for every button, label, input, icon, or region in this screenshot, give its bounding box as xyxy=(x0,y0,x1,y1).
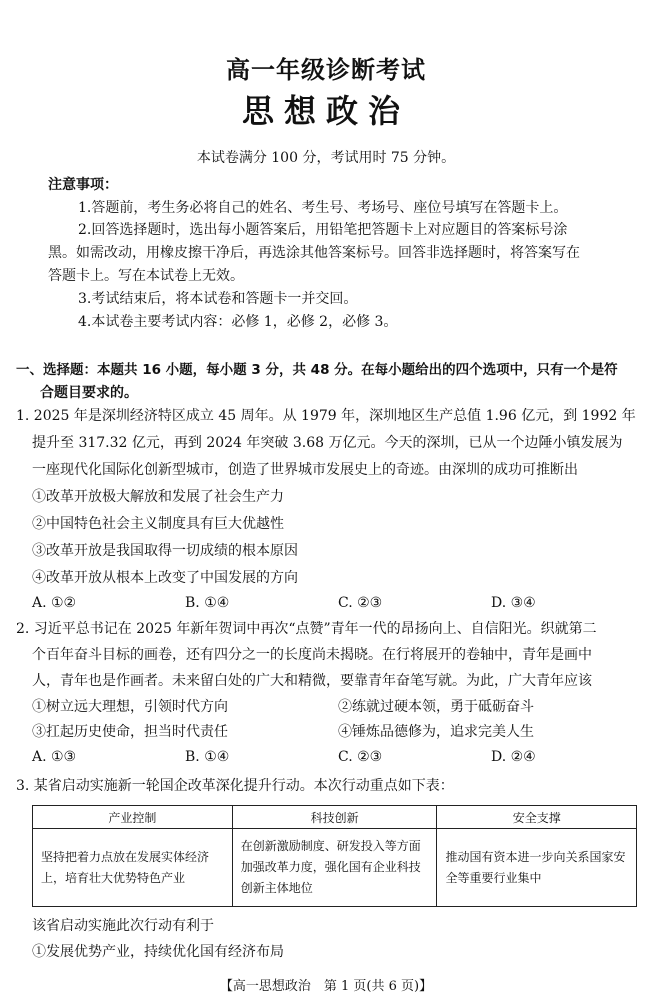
section-heading-cont: 合题目要求的。 xyxy=(40,385,138,401)
notice-line: 4.本试卷主要考试内容：必修 1，必修 2，必修 3。 xyxy=(78,314,398,330)
exam-title: 高一年级诊断考试 xyxy=(226,56,426,84)
q3-statement: ①发展优势产业，持续优化国有经济布局 xyxy=(32,944,284,960)
q1-statement: ④改革开放从根本上改变了中国发展的方向 xyxy=(32,570,298,586)
q1-stem-line: 提升至 317.32 亿元，再到 2024 年突破 3.68 万亿元。今天的深圳，已从一个边陲小镇发展为 xyxy=(32,435,623,451)
q2-stem-line: 人，青年也是作画者。未来留白处的广大和精微，要靠青年奋笔写就。为此，广大青年应该 xyxy=(32,673,592,689)
q2-option-c: C. ②③ xyxy=(338,749,383,765)
q2-option-a: A. ①③ xyxy=(32,749,77,765)
q3-stem: 3. 某省启动实施新一轮国企改革深化提升行动。本次行动重点如下表： xyxy=(16,778,454,794)
notice-line: 2.回答选择题时，选出每小题答案后，用铅笔把答题卡上对应题目的答案标号涂 xyxy=(78,222,568,238)
exam-intro: 本试卷满分 100 分，考试用时 75 分钟。 xyxy=(196,150,456,166)
table-cell: 推动国有资本进一步向关系国家安全等重要行业集中 xyxy=(437,829,637,907)
q2-statement: ①树立远大理想，引领时代方向 xyxy=(32,699,228,715)
q1-option-d: D. ③④ xyxy=(491,595,536,611)
q3-followup: 该省启动实施此次行动有利于 xyxy=(32,918,214,934)
q2-statement: ③扛起历史使命，担当时代责任 xyxy=(32,724,228,740)
q1-stem-line: 1. 2025 年是深圳经济特区成立 45 周年。从 1979 年，深圳地区生产总值 1.96 亿元，到 1992 年 xyxy=(16,408,636,424)
q2-stem-line: 2. 习近平总书记在 2025 年新年贺词中再次“点赞”青年一代的昂扬向上、自信阳光。织就第二 xyxy=(16,621,597,637)
table-header-row xyxy=(33,806,637,829)
q3-table xyxy=(32,805,637,907)
notice-line: 黑。如需改动，用橡皮擦干净后，再选涂其他答案标号。回答非选择题时，将答案写在 xyxy=(48,245,580,261)
table-header: 产业控制 xyxy=(33,806,233,829)
notice-line: 1.答题前，考生务必将自己的姓名、考生号、考场号、座位号填写在答题卡上。 xyxy=(78,200,568,216)
table-header: 安全支撑 xyxy=(437,806,637,829)
q2-option-d: D. ②④ xyxy=(491,749,536,765)
table-cell: 坚持把着力点放在发展实体经济上，培育壮大优势特色产业 xyxy=(33,829,233,907)
q1-statement: ①改革开放极大解放和发展了社会生产力 xyxy=(32,489,284,505)
q2-option-b: B. ①④ xyxy=(185,749,230,765)
q1-stem-line: 一座现代化国际化创新型城市，创造了世界城市发展史上的奇迹。由深圳的成功可推断出 xyxy=(32,462,578,478)
q1-statement: ②中国特色社会主义制度具有巨大优越性 xyxy=(32,516,284,532)
notice-line: 3.考试结束后，将本试卷和答题卡一并交回。 xyxy=(78,291,358,307)
q2-stem-line: 个百年奋斗目标的画卷，还有四分之一的长度尚未揭晓。在行将展开的卷轴中，青年是画中 xyxy=(32,647,592,663)
q2-statement: ②练就过硬本领，勇于砥砺奋斗 xyxy=(338,699,534,715)
q1-option-c: C. ②③ xyxy=(338,595,383,611)
notice-line: 答题卡上。写在本试卷上无效。 xyxy=(48,268,244,284)
table-row xyxy=(33,829,637,907)
q2-statement: ④锤炼品德修为，追求完美人生 xyxy=(338,724,534,740)
table-header: 科技创新 xyxy=(232,806,437,829)
q1-option-a: A. ①② xyxy=(32,595,77,611)
section-heading: 一、选择题：本题共 16 小题，每小题 3 分，共 48 分。在每小题给出的四个选项中，只有一个是符 xyxy=(16,362,618,378)
table-cell: 在创新激励制度、研发投入等方面加强改革力度，强化国有企业科技创新主体地位 xyxy=(232,829,437,907)
q1-statement: ③改革开放是我国取得一切成绩的根本原因 xyxy=(32,543,298,559)
page-footer: 【高一思想政治 第 1 页(共 6 页)】 xyxy=(219,979,433,994)
notice-heading: 注意事项： xyxy=(48,177,118,193)
q1-option-b: B. ①④ xyxy=(185,595,230,611)
subject-title: 思想政治 xyxy=(241,92,410,130)
